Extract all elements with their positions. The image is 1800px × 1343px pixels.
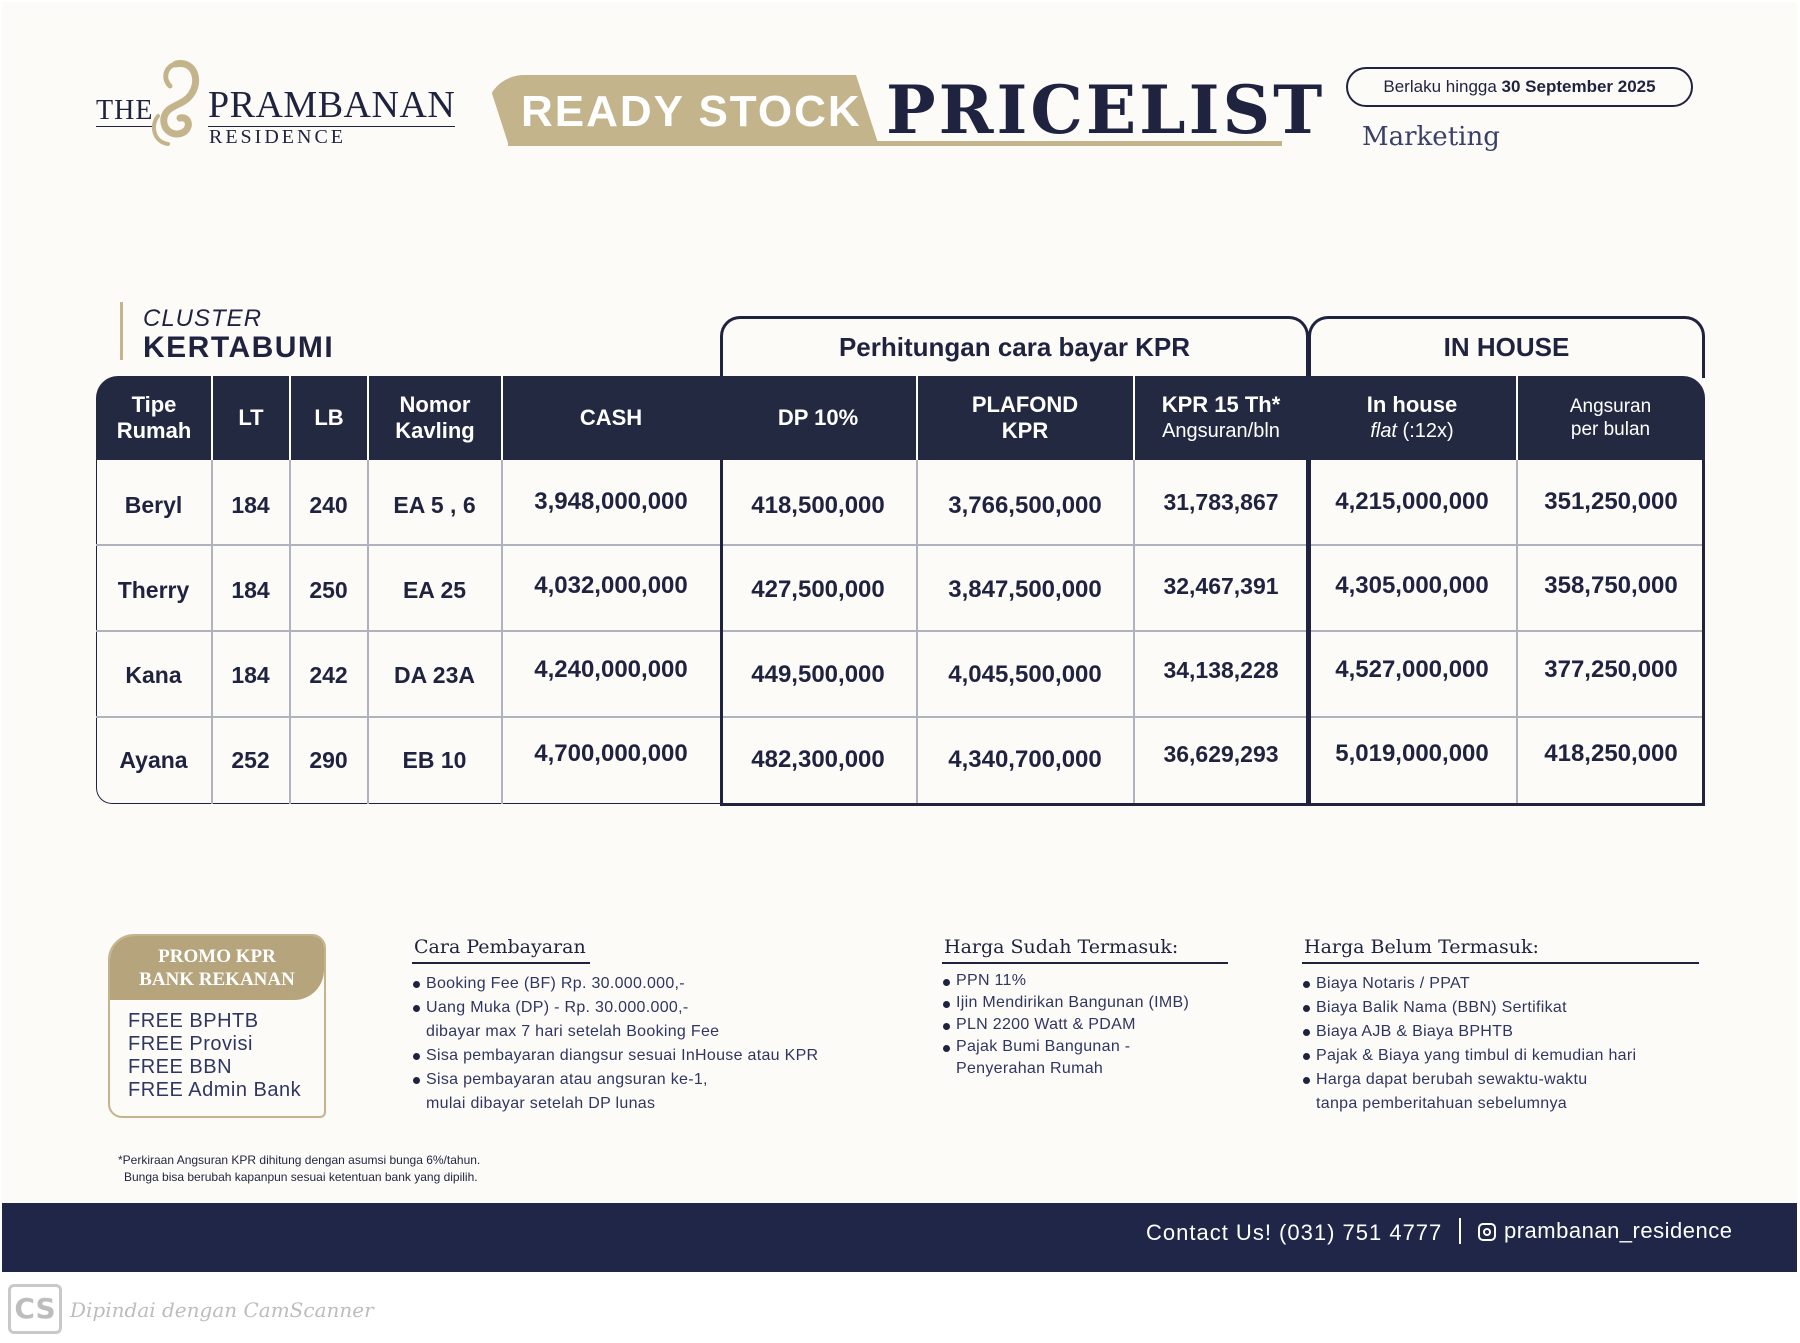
cell-angsuran: 358,750,000 [1544, 572, 1678, 599]
price-table-header [96, 376, 1705, 460]
cell-tipe: Therry [117, 576, 190, 603]
col-header-lb [290, 376, 368, 460]
col-header-angsuran [1516, 376, 1705, 460]
cell-kpr: 31,783,867 [1163, 488, 1279, 515]
promo-item: FREE BPHTB [128, 1010, 259, 1032]
payment-item-text: Booking Fee (BF) Rp. 30.000.000,- [426, 975, 685, 992]
included-notes [942, 936, 1228, 1080]
excluded-item [1302, 972, 1699, 996]
logo-emblem-icon [136, 56, 206, 151]
col-header-tipe [96, 376, 212, 460]
footnote-line2: Bunga bisa berubah kapanpun sesuai ketentuan bank yang dipilih. [124, 1170, 478, 1184]
header-divider [211, 376, 213, 460]
cell-kpr: 32,467,391 [1163, 572, 1279, 599]
footnote [118, 1152, 480, 1186]
validity-date: 30 September 2025 [1501, 77, 1656, 96]
excluded-notes [1302, 936, 1699, 1116]
footnote-line1: *Perkiraan Angsuran KPR dihitung dengan asumsi bunga 6%/tahun. [118, 1153, 481, 1167]
validity-prefix: Berlaku hingga [1383, 77, 1497, 96]
cell-lt: 184 [231, 491, 270, 518]
included-item-text: Pajak Bumi Bangunan - [956, 1038, 1131, 1055]
header-divider [1133, 376, 1135, 460]
col-header-cash [502, 376, 720, 460]
footer-divider [1459, 1218, 1461, 1244]
promo-item: FREE BBN [128, 1056, 233, 1078]
cell-kpr: 34,138,228 [1163, 656, 1279, 683]
promo-items [128, 1010, 301, 1102]
excluded-item-text: Biaya Balik Nama (BBN) Sertifikat [1316, 999, 1567, 1016]
col-header-angsuran-line2: per bulan [1570, 419, 1651, 440]
instagram-icon [1478, 1223, 1496, 1241]
cell-plafond: 4,340,700,000 [948, 746, 1102, 773]
cell-cash: 4,700,000,000 [534, 740, 688, 767]
excluded-item [1302, 1020, 1699, 1044]
col-header-kpr-line1: KPR 15 Th* [1161, 392, 1281, 417]
cell-kavling: EA 25 [402, 576, 467, 603]
col-header-tipe-line2: Rumah [116, 418, 192, 443]
included-item [942, 1036, 1228, 1080]
included-item [942, 970, 1228, 992]
cell-dp: 427,500,000 [751, 576, 885, 603]
contact-phone[interactable]: Contact Us! (031) 751 4777 [1146, 1220, 1443, 1245]
promo-kpr-card [108, 934, 326, 1118]
col-header-inhouse-flat: flat [1370, 420, 1397, 442]
col-header-dp [720, 376, 916, 460]
cell-angsuran: 351,250,000 [1544, 488, 1678, 515]
logo-name: PRAMBANAN [208, 84, 456, 126]
included-item-text: Ijin Mendirikan Bangunan (IMB) [956, 994, 1190, 1011]
payment-item-text: mulai dibayar setelah DP lunas [426, 1095, 656, 1112]
payment-item [412, 972, 818, 996]
cell-tipe: Ayana [119, 746, 188, 773]
excluded-title: Harga Belum Termasuk: [1302, 936, 1699, 964]
cell-cash: 4,240,000,000 [534, 656, 688, 683]
cell-plafond: 3,847,500,000 [948, 576, 1102, 603]
brand-logo [92, 54, 456, 154]
cluster-label: CLUSTER [143, 305, 263, 332]
cluster-name: KERTABUMI [143, 331, 335, 364]
col-header-dp-label: DP 10% [777, 405, 859, 430]
excluded-item [1302, 1044, 1699, 1068]
cell-lb: 242 [309, 661, 348, 688]
cell-angsuran: 377,250,000 [1544, 656, 1678, 683]
cell-kavling: DA 23A [394, 661, 475, 688]
col-header-kavling-line2: Kavling [395, 418, 475, 443]
col-header-inhouse-count: (:12x) [1397, 420, 1454, 442]
col-header-lt [212, 376, 290, 460]
col-header-tipe-line1: Tipe [131, 392, 177, 417]
cell-dp: 418,500,000 [751, 492, 885, 519]
cell-lb: 250 [309, 576, 348, 603]
header-divider [289, 376, 291, 460]
included-item-text: PPN 11% [956, 972, 1027, 989]
header-divider [501, 376, 503, 460]
title-banner [486, 71, 1326, 149]
header-divider [1516, 376, 1518, 460]
payment-notes [412, 936, 818, 1116]
camscanner-text: Dipindai dengan CamScanner [70, 1298, 374, 1322]
ready-stock-label: READY STOCK [521, 87, 862, 136]
excluded-item-text: Biaya AJB & Biaya BPHTB [1316, 1023, 1514, 1040]
marketing-label: Marketing [1362, 122, 1500, 152]
col-header-plafond-line1: PLAFOND [971, 392, 1079, 417]
instagram-handle[interactable]: prambanan_residence [1504, 1218, 1733, 1243]
header-divider [367, 376, 369, 460]
camscanner-logo: CS [8, 1284, 62, 1334]
cell-dp: 482,300,000 [751, 746, 885, 773]
logo-subtitle: RESIDENCE [209, 126, 346, 148]
header-divider [916, 376, 918, 460]
payment-item [412, 996, 818, 1044]
excluded-item-text: Pajak & Biaya yang timbul di kemudian hari [1316, 1047, 1637, 1064]
included-item [942, 1014, 1228, 1036]
cell-tipe: Kana [125, 661, 182, 688]
promo-header [110, 936, 324, 1000]
cell-kavling: EB 10 [402, 746, 467, 773]
cell-plafond: 4,045,500,000 [948, 661, 1102, 688]
cell-inhouse: 4,305,000,000 [1335, 572, 1489, 599]
col-header-cash-label: CASH [579, 405, 643, 430]
col-header-plafond [916, 376, 1134, 460]
cell-inhouse: 5,019,000,000 [1335, 740, 1489, 767]
cell-kpr: 36,629,293 [1163, 740, 1279, 767]
excluded-item-text: tanpa pemberitahuan sebelumnya [1316, 1095, 1567, 1112]
promo-item: FREE Admin Bank [128, 1079, 302, 1101]
col-header-lt-label: LT [238, 405, 264, 430]
payment-item-text: Sisa pembayaran diangsur sesuai InHouse atau KPR [426, 1047, 819, 1064]
included-title: Harga Sudah Termasuk: [942, 936, 1228, 964]
payment-item-text: Uang Muka (DP) - Rp. 30.000.000,- [426, 999, 689, 1016]
cell-inhouse: 4,215,000,000 [1335, 488, 1489, 515]
cell-lb: 290 [309, 746, 348, 773]
col-header-kpr-line2: Angsuran/bln [1162, 420, 1280, 442]
cell-plafond: 3,766,500,000 [948, 492, 1102, 519]
included-item [942, 992, 1228, 1014]
cell-cash: 4,032,000,000 [534, 572, 688, 599]
cluster-accent-bar [120, 302, 123, 360]
included-item-text: PLN 2200 Watt & PDAM [956, 1016, 1136, 1033]
cell-lt: 184 [231, 576, 270, 603]
col-header-kavling-line1: Nomor [399, 392, 471, 417]
validity-badge [1346, 67, 1693, 107]
cell-dp: 449,500,000 [751, 661, 885, 688]
col-header-plafond-line2: KPR [1001, 418, 1049, 443]
included-item-text: Penyerahan Rumah [956, 1060, 1104, 1077]
col-header-lb-label: LB [314, 405, 344, 430]
payment-item-text: dibayar max 7 hari setelah Booking Fee [426, 1023, 720, 1040]
cell-lt: 184 [231, 661, 270, 688]
payment-title: Cara Pembayaran [412, 936, 590, 964]
promo-title-line2: BANK REKANAN [139, 969, 295, 990]
cell-cash: 3,948,000,000 [534, 488, 688, 515]
col-header-inhouse-line2 [1370, 418, 1453, 444]
logo-the: THE [96, 95, 154, 126]
promo-item: FREE Provisi [128, 1033, 253, 1055]
payment-item [412, 1044, 818, 1068]
col-header-kavling [368, 376, 502, 460]
promo-title-line1: PROMO KPR [158, 946, 276, 967]
col-header-inhouse-line1: In house [1366, 392, 1458, 417]
col-header-angsuran-line1: Angsuran [1569, 396, 1652, 417]
cell-angsuran: 418,250,000 [1544, 740, 1678, 767]
group-header-kpr: Perhitungan cara bayar KPR [720, 316, 1309, 378]
excluded-item-text: Harga dapat berubah sewaktu-waktu [1316, 1071, 1588, 1088]
col-header-inhouse [1308, 376, 1516, 460]
excluded-item [1302, 1068, 1699, 1116]
payment-item-text: Sisa pembayaran atau angsuran ke-1, [426, 1071, 708, 1088]
payment-item [412, 1068, 818, 1116]
excluded-item-text: Biaya Notaris / PPAT [1316, 975, 1470, 992]
page-title: PRICELIST [886, 71, 1326, 149]
cell-lb: 240 [309, 491, 348, 518]
group-header-inhouse: IN HOUSE [1308, 316, 1705, 378]
cell-tipe: Beryl [124, 491, 183, 518]
cell-inhouse: 4,527,000,000 [1335, 656, 1489, 683]
cell-lt: 252 [231, 746, 270, 773]
col-header-kpr [1134, 376, 1308, 460]
cell-kavling: EA 5 , 6 [393, 491, 476, 518]
excluded-item [1302, 996, 1699, 1020]
